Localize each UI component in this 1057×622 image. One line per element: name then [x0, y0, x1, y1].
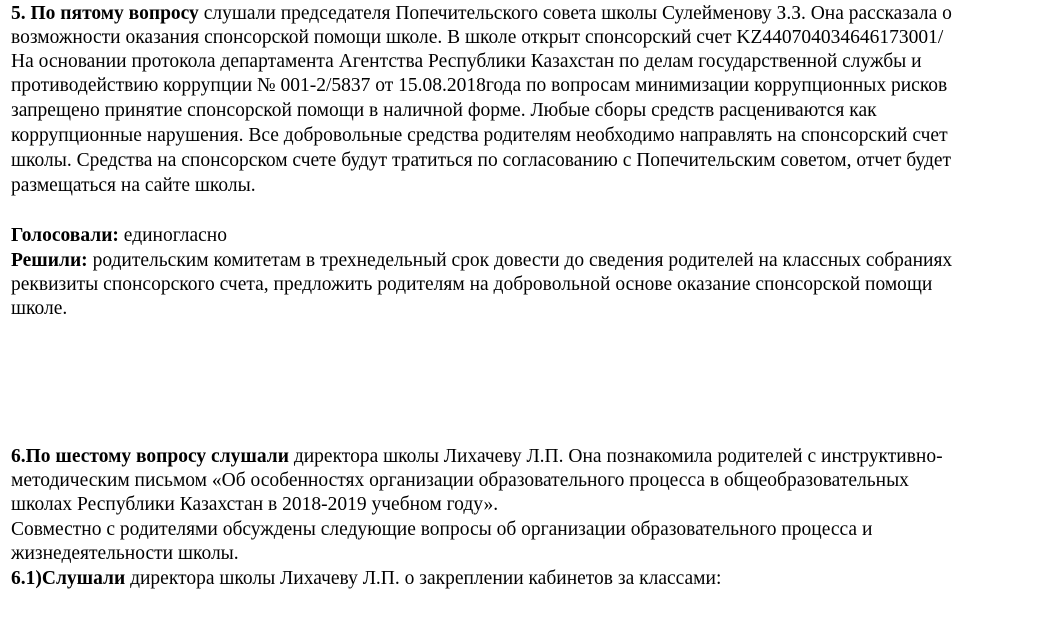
voted-label: Голосовали:	[11, 225, 119, 246]
s6-line-1: 6.По шестому вопросу слушали директора школы Лихачеву Л.П. Она познакомила родителей с инструктивно-	[11, 446, 943, 467]
s6-sub-line: 6.1)Слушали директора школы Лихачеву Л.П. о закреплении кабинетов за классами:	[11, 568, 722, 589]
s6-line-4: Совместно с родителями обсуждены следующие вопросы об организации образовательного процесса и	[11, 519, 873, 540]
s5-line-7: школы. Средства на спонсорском счете будут тратиться по согласованию с Попечительским советом, отчет будет	[11, 150, 952, 171]
s5-decided-line-2: реквизиты спонсорского счета, предложить родителям на добровольной основе оказание спонсорской помощи	[11, 274, 933, 295]
s5-line-8: размещаться на сайте школы.	[11, 175, 256, 196]
s5-heading: 5. По пятому вопросу	[11, 3, 199, 24]
s5-decided-line-3: школе.	[11, 298, 68, 319]
s5-line-6: коррупционные нарушения. Все добровольные средства родителям необходимо направлять на спонсорский счет	[11, 125, 948, 146]
s6-line-5: жизнедеятельности школы.	[11, 543, 239, 564]
s5-line-3: На основании протокола департамента Агентства Республики Казахстан по делам государственной службы и	[11, 51, 922, 72]
s5-line-4: противодействию коррупции № 001-2/5837 от 15.08.2018года по вопросам минимизации коррупционных рисков	[11, 75, 948, 96]
voted-value: единогласно	[118, 225, 227, 246]
s6-line-2: методическим письмом «Об особенностях организации образовательного процесса в общеобразовательных	[11, 470, 909, 491]
s5-line-2: возможности оказания спонсорской помощи школе. В школе открыт спонсорский счет KZ440704034646173001/	[11, 27, 944, 48]
s5-line-1: 5. По пятому вопросу слушали председателя Попечительского совета школы Сулейменову З.З. Она рассказала о	[11, 3, 952, 24]
s6-line-3: школах Республики Казахстан в 2018-2019 учебном году».	[11, 494, 499, 515]
s5-decided-line-1: Решили: родительским комитетам в трехнедельный срок довести до сведения родителей на классных собраниях	[11, 250, 953, 271]
s5-voted	[11, 224, 227, 248]
s6-heading: 6.По шестому вопросу слушали	[11, 446, 289, 467]
s6-sub-heading: 6.1)Слушали	[11, 568, 126, 589]
decided-label: Решили:	[11, 250, 88, 271]
s5-line-5: запрещено принятие спонсорской помощи в наличной форме. Любые сборы средств расцениваются как	[11, 100, 877, 121]
